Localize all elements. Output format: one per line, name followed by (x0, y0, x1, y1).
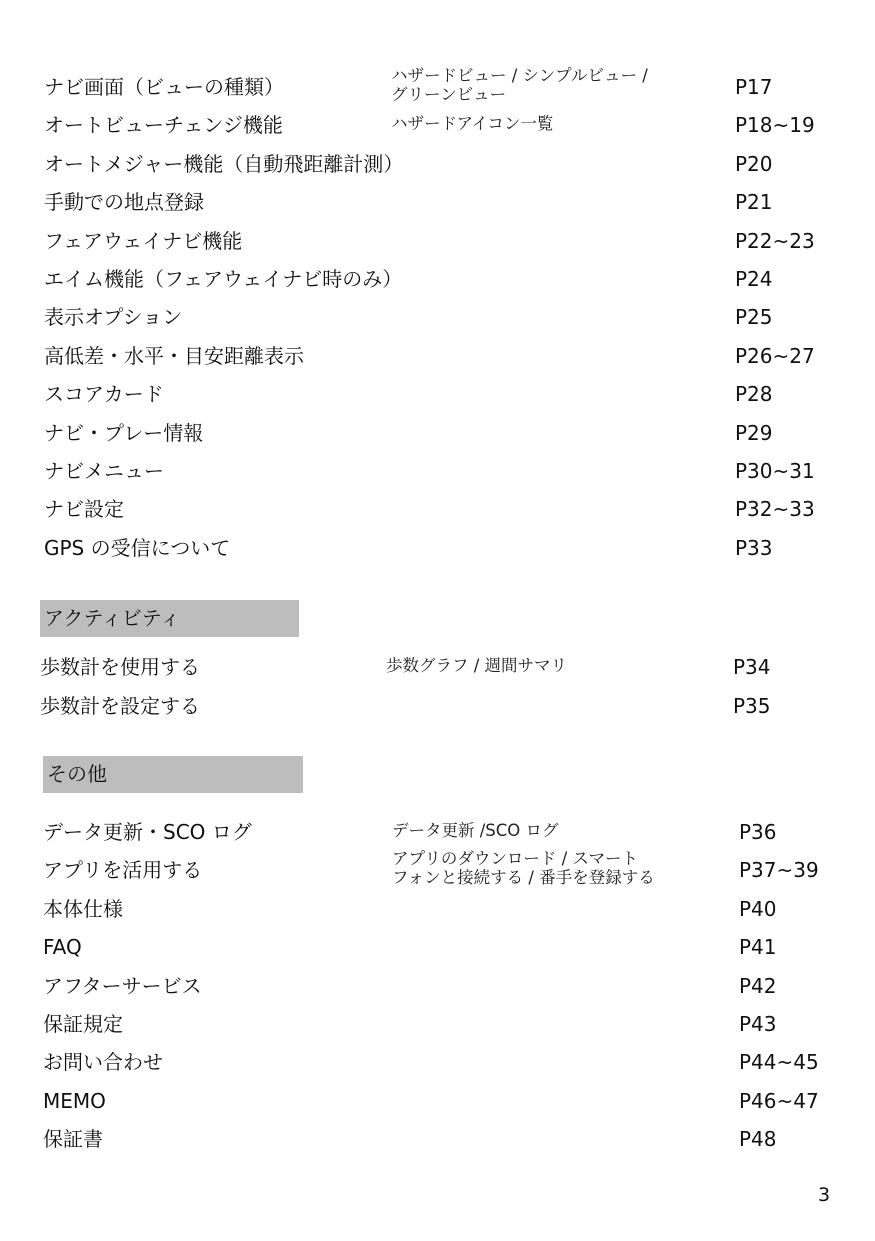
toc-entry-description-line: ハザードアイコン一覧 (391, 114, 554, 133)
toc-entry (0, 535, 875, 573)
toc-entry-title: オートメジャー機能（自動飛距離計測） (44, 152, 404, 176)
toc-entry-title: アプリを活用する (43, 858, 203, 882)
section-header-label: その他 (47, 762, 107, 786)
toc-entry-page: P42 (739, 974, 777, 998)
toc-entry (0, 420, 875, 458)
toc-entry-title: フェアウェイナビ機能 (44, 229, 243, 253)
toc-entry-title: アフターサービス (43, 974, 202, 998)
toc-entry-description (391, 66, 648, 104)
toc-entry-page: P44~45 (739, 1050, 819, 1074)
toc-entry-title: 手動での地点登録 (44, 190, 204, 214)
toc-entry (0, 343, 875, 381)
toc-entry (0, 1011, 875, 1049)
toc-entry (0, 381, 875, 419)
toc-entry (0, 228, 875, 266)
toc-entry-page: P43 (739, 1012, 777, 1036)
toc-entry-description-line: 歩数グラフ / 週間サマリ (386, 656, 568, 675)
toc-entry-title: FAQ (43, 935, 82, 959)
toc-entry-title: ナビ・プレー情報 (44, 421, 204, 445)
toc-entry (0, 189, 875, 227)
toc-entry-description-line: データ更新 /SCO ログ (392, 821, 559, 840)
toc-entry (0, 896, 875, 934)
toc-entry (0, 654, 875, 692)
toc-entry-page: P35 (733, 694, 771, 718)
toc-entry-page: P32~33 (735, 497, 815, 521)
toc-entry-page: P29 (735, 421, 773, 445)
toc-entry-page: P22~23 (735, 229, 815, 253)
toc-entry-title: GPS の受信について (44, 536, 231, 560)
toc-entry-title: 本体仕様 (43, 897, 123, 921)
toc-entry-title: 保証書 (43, 1127, 103, 1151)
toc-entry-page: P46~47 (739, 1089, 819, 1113)
toc-entry-page: P40 (739, 897, 777, 921)
toc-entry (0, 112, 875, 150)
toc-entry-page: P21 (735, 190, 773, 214)
toc-entry-title: エイム機能（フェアウェイナビ時のみ） (44, 267, 403, 291)
toc-entry-title: オートビューチェンジ機能 (44, 113, 283, 137)
toc-entry-title: ナビ設定 (44, 497, 124, 521)
section-header-activity (40, 600, 299, 637)
toc-entry-description-line: フォンと接続する / 番手を登録する (392, 868, 655, 887)
toc-entry (0, 1049, 875, 1087)
toc-entry-description-line: グリーンビュー (391, 85, 507, 104)
toc-entry-title: データ更新・SCO ログ (43, 820, 252, 844)
toc-entry-page: P20 (735, 152, 773, 176)
toc-entry-page: P24 (735, 267, 773, 291)
toc-entry-page: P28 (735, 382, 773, 406)
toc-entry-page: P33 (735, 536, 773, 560)
toc-entry (0, 496, 875, 534)
toc-entry-page: P34 (733, 655, 771, 679)
toc-entry-description (386, 656, 567, 675)
toc-entry-page: P17 (735, 75, 773, 99)
section-header-other (43, 756, 303, 793)
toc-entry-title: スコアカード (44, 382, 164, 406)
toc-entry-title: 保証規定 (43, 1012, 123, 1036)
page-number: 3 (818, 1184, 831, 1206)
toc-entry (0, 693, 875, 731)
toc-entry-description (392, 821, 559, 840)
toc-entry-description (392, 849, 655, 887)
toc-entry (0, 151, 875, 189)
toc-entry-title: 表示オプション (44, 305, 183, 329)
toc-entry-title: お問い合わせ (43, 1050, 163, 1074)
toc-entry-page: P26~27 (735, 344, 815, 368)
toc-entry-title: 歩数計を使用する (40, 655, 200, 679)
toc-entry-description (391, 114, 553, 133)
section-header-label: アクティビティ (44, 606, 181, 630)
toc-entry-description-line: アプリのダウンロード / スマート (392, 849, 639, 868)
toc-entry (0, 266, 875, 304)
toc-entry (0, 934, 875, 972)
toc-entry-page: P48 (739, 1127, 777, 1151)
toc-entry (0, 973, 875, 1011)
toc-entry-page: P25 (735, 305, 773, 329)
toc-entry-title: MEMO (43, 1089, 106, 1113)
toc-entry-page: P36 (739, 820, 777, 844)
toc-entry-page: P41 (739, 935, 777, 959)
toc-entry (0, 304, 875, 342)
toc-entry-page: P18~19 (735, 113, 815, 137)
toc-entry (0, 1126, 875, 1164)
toc-entry-description-line: ハザードビュー / シンプルビュー / (391, 66, 648, 85)
toc-entry-title: 高低差・水平・目安距離表示 (44, 344, 304, 368)
toc-entry (0, 849, 875, 895)
toc-entry-title: ナビ画面（ビューの種類） (44, 75, 284, 99)
toc-entry (0, 66, 875, 112)
toc-entry (0, 458, 875, 496)
toc-entry-title: ナビメニュー (44, 459, 164, 483)
toc-entry-page: P30~31 (735, 459, 815, 483)
toc-entry (0, 1088, 875, 1126)
toc-entry-page: P37~39 (739, 858, 819, 882)
toc-entry-title: 歩数計を設定する (40, 694, 200, 718)
